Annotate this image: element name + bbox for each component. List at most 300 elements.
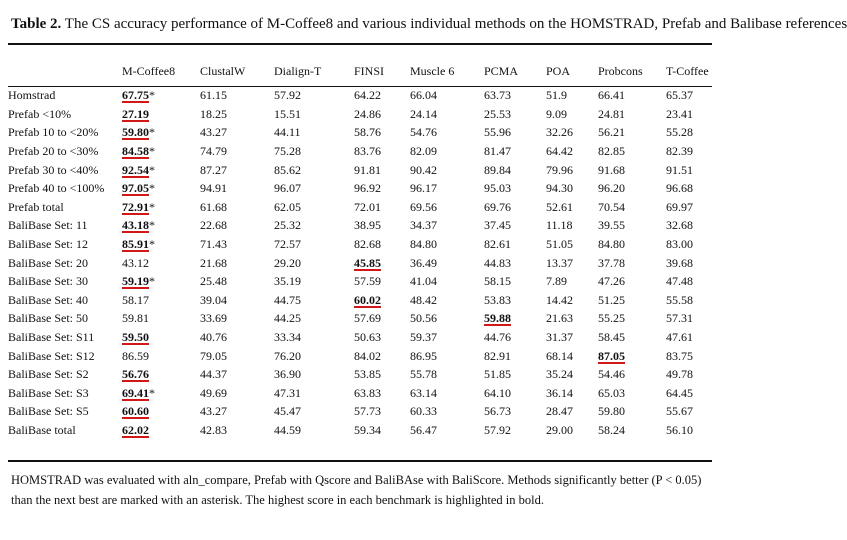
score: 28.47 [546,404,573,419]
score: 14.42 [546,292,573,307]
score: 81.47 [484,144,511,159]
table-cell [666,421,712,440]
score: 13.37 [546,255,573,270]
row-label: BaliBase Set: S2 [8,367,89,382]
score: 44.25 [274,311,301,326]
table-cell [598,179,666,198]
table-cell [666,216,712,235]
table-cell [274,309,354,328]
score: 72.57 [274,237,301,252]
score: 82.85 [598,144,625,159]
table-cell [598,346,666,365]
table-row [8,216,712,235]
table-cell [200,198,274,217]
score: 66.04 [410,88,437,103]
table-cell [354,105,410,124]
score: 24.81 [598,106,625,121]
score: 54.46 [598,367,625,382]
table-cell [274,365,354,384]
score: 65.37 [666,88,693,103]
score: 25.32 [274,218,301,233]
score: 84.80 [410,237,437,252]
table-cell [274,160,354,179]
row-label: Homstrad [8,88,56,103]
best-score: 62.02 [122,422,149,437]
score: 57.59 [354,274,381,289]
table-cell [410,86,484,105]
score: 96.17 [410,181,437,196]
score: 44.59 [274,422,301,437]
table-cell [122,346,200,365]
table-cell [484,235,546,254]
column-header: POA [546,63,571,78]
table-cell [354,253,410,272]
table-cell [122,384,200,403]
table-cell [666,328,712,347]
table-cell [122,421,200,440]
score: 9.09 [546,106,567,121]
table-cell [546,160,598,179]
table-cell [410,309,484,328]
table-cell [598,105,666,124]
table-cell [666,198,712,217]
table-cell [666,105,712,124]
score: 32.68 [666,218,693,233]
column-header: Dialign-T [274,63,322,78]
table-cell [546,291,598,310]
score: 57.73 [354,404,381,419]
score: 51.85 [484,367,511,382]
score: 57.69 [354,311,381,326]
score: 33.69 [200,311,227,326]
table-cell [354,160,410,179]
table-cell [122,328,200,347]
column-header: Muscle 6 [410,63,455,78]
score: 39.04 [200,292,227,307]
table-cell [200,216,274,235]
score: 57.92 [274,88,301,103]
score: 43.27 [200,125,227,140]
table-cell [122,402,200,421]
score: 96.07 [274,181,301,196]
table-cell [546,328,598,347]
score: 35.24 [546,367,573,382]
score: 64.10 [484,385,511,400]
table-cell [546,105,598,124]
row-label: BaliBase Set: 40 [8,292,88,307]
score: 38.95 [354,218,381,233]
score: 54.76 [410,125,437,140]
score: 84.02 [354,348,381,363]
score: 36.14 [546,385,573,400]
table-cell [598,160,666,179]
table-cell [666,179,712,198]
score: 65.03 [598,385,625,400]
score: 58.15 [484,274,511,289]
best-score: 97.05* [122,181,155,196]
row-label: BaliBase Set: S5 [8,404,89,419]
score: 51.05 [546,237,573,252]
table-cell [274,346,354,365]
table-cell [274,272,354,291]
table-cell [484,160,546,179]
table-cell [274,291,354,310]
table-cell [274,179,354,198]
table-cell [484,216,546,235]
score: 63.73 [484,88,511,103]
score: 72.01 [354,199,381,214]
score: 63.83 [354,385,381,400]
score: 49.78 [666,367,693,382]
table-cell [122,309,200,328]
table-cell [274,142,354,161]
table-cell [354,179,410,198]
table-footnote: HOMSTRAD was evaluated with aln_compare, Prefab with Qscore and BaliBAse with BaliScore. Methods significantly better (P < 0.05) than the next best are marked with an asterisk. The highest score in each benchmark is highlighted in bold. [11,473,702,507]
table-row [8,160,712,179]
table-cell [546,384,598,403]
row-label: BaliBase Set: 11 [8,218,88,233]
table-cell [410,346,484,365]
table-row [8,105,712,124]
table-cell [484,384,546,403]
table-row [8,365,712,384]
table-cell [122,365,200,384]
table-row [8,179,712,198]
best-score: 85.91* [122,237,155,252]
table-cell [200,365,274,384]
score: 82.68 [354,237,381,252]
table-row [8,198,712,217]
row-label: BaliBase Set: 12 [8,237,88,252]
table-cell [598,123,666,142]
table-cell [666,402,712,421]
table-cell [122,272,200,291]
table-cell [200,160,274,179]
score: 89.84 [484,162,511,177]
score: 21.63 [546,311,573,326]
row-label: Prefab 20 to <30% [8,144,99,159]
table-cell [666,142,712,161]
table-cell [274,235,354,254]
results-table [8,56,712,439]
table-cell [546,272,598,291]
table-row [8,272,712,291]
score: 39.68 [666,255,693,270]
table-cell [410,402,484,421]
score: 91.51 [666,162,693,177]
score: 56.73 [484,404,511,419]
table-cell [484,105,546,124]
table-cell [354,86,410,105]
table-cell [122,123,200,142]
score: 47.31 [274,385,301,400]
table-cell [546,346,598,365]
table-cell [410,253,484,272]
table-body [8,86,712,439]
score: 36.49 [410,255,437,270]
score: 47.61 [666,330,693,345]
table-cell [666,384,712,403]
score: 63.14 [410,385,437,400]
table-cell [598,86,666,105]
score: 61.68 [200,199,227,214]
score: 47.26 [598,274,625,289]
best-score: 69.41* [122,385,155,400]
table-cell [410,272,484,291]
table-cell [122,291,200,310]
score: 53.83 [484,292,511,307]
score: 33.34 [274,330,301,345]
score: 44.76 [484,330,511,345]
table-cell [274,216,354,235]
score: 18.25 [200,106,227,121]
row-label: BaliBase total [8,422,76,437]
column-header: T-Coffee [666,63,709,78]
table-cell [666,365,712,384]
table-cell [598,216,666,235]
table-cell [484,198,546,217]
table-cell [484,421,546,440]
table-cell [274,421,354,440]
table-cell [122,142,200,161]
table-cell [274,328,354,347]
score: 35.19 [274,274,301,289]
row-label: Prefab <10% [8,106,72,121]
table-cell [354,309,410,328]
table-cell [546,253,598,272]
table-cell [598,309,666,328]
table-cell [410,384,484,403]
table-cell [274,253,354,272]
table-cell [122,216,200,235]
table-cell [410,142,484,161]
score: 25.48 [200,274,227,289]
table-cell [598,402,666,421]
table-cell [200,179,274,198]
table-row [8,86,712,105]
table-row [8,309,712,328]
score: 91.81 [354,162,381,177]
top-rule [8,43,712,45]
table-cell [122,253,200,272]
score: 50.56 [410,311,437,326]
score: 45.47 [274,404,301,419]
score: 34.37 [410,218,437,233]
table-cell [410,123,484,142]
score: 52.61 [546,199,573,214]
table-cell [598,291,666,310]
table-cell [274,402,354,421]
row-label: BaliBase Set: S3 [8,385,89,400]
table-cell [666,272,712,291]
row-label: BaliBase Set: 30 [8,274,88,289]
table-title: The CS accuracy performance of M-Coffee8 and various individual methods on the HOMSTRAD, Prefab and Balibase references [64,16,847,32]
table-cell [354,365,410,384]
table-cell [122,179,200,198]
table-cell [200,105,274,124]
score: 79.05 [200,348,227,363]
score: 24.14 [410,106,437,121]
score: 62.05 [274,199,301,214]
table-row [8,253,712,272]
score: 41.04 [410,274,437,289]
table-cell [546,365,598,384]
best-score: 84.58* [122,144,155,159]
table-cell [598,253,666,272]
table-cell [354,328,410,347]
score: 55.78 [410,367,437,382]
score: 70.54 [598,199,625,214]
table-cell [122,86,200,105]
score: 55.58 [666,292,693,307]
table-cell [122,235,200,254]
score: 23.41 [666,106,693,121]
score: 29.00 [546,422,573,437]
table-cell [666,86,712,105]
table-cell [546,198,598,217]
best-score: 43.18* [122,218,155,233]
score: 64.22 [354,88,381,103]
table-cell [598,235,666,254]
row-label: Prefab 10 to <20% [8,125,99,140]
score: 82.61 [484,237,511,252]
table-row [8,123,712,142]
table-cell [274,198,354,217]
table-cell [274,86,354,105]
table-cell [546,216,598,235]
score: 91.68 [598,162,625,177]
table-cell [410,160,484,179]
score: 25.53 [484,106,511,121]
table-cell [410,179,484,198]
score: 51.25 [598,292,625,307]
score: 57.31 [666,311,693,326]
table-cell [274,123,354,142]
header-corner [8,56,122,86]
score: 7.89 [546,274,567,289]
column-header: PCMA [484,63,519,78]
table-cell [354,384,410,403]
table-cell [484,123,546,142]
table-cell [484,402,546,421]
score: 56.21 [598,125,625,140]
table-cell [598,328,666,347]
table-cell [354,123,410,142]
best-score: 59.80* [122,125,155,140]
score: 87.27 [200,162,227,177]
score: 64.45 [666,385,693,400]
score: 22.68 [200,218,227,233]
column-header: FINSI [354,63,385,78]
table-caption [11,16,847,33]
score: 82.09 [410,144,437,159]
score: 69.76 [484,199,511,214]
score: 61.15 [200,88,227,103]
table-cell [274,384,354,403]
score: 83.76 [354,144,381,159]
row-label: Prefab 30 to <40% [8,162,99,177]
score: 40.76 [200,330,227,345]
table-cell [354,402,410,421]
table-cell [354,272,410,291]
table-cell [666,235,712,254]
table-cell [200,384,274,403]
score: 29.20 [274,255,301,270]
table-cell [484,309,546,328]
score: 56.10 [666,422,693,437]
table-cell [598,384,666,403]
score: 21.68 [200,255,227,270]
score: 55.67 [666,404,693,419]
score: 43.12 [122,255,149,270]
table-row [8,402,712,421]
table-cell [666,160,712,179]
table-cell [122,105,200,124]
table-cell [200,346,274,365]
best-score: 60.60 [122,404,149,419]
score: 53.85 [354,367,381,382]
table-cell [200,253,274,272]
table-cell [354,291,410,310]
score: 39.55 [598,218,625,233]
best-score: 87.05 [598,348,625,363]
score: 55.96 [484,125,511,140]
score: 79.96 [546,162,573,177]
score: 44.83 [484,255,511,270]
table-cell [410,421,484,440]
score: 71.43 [200,237,227,252]
best-score: 45.85 [354,255,381,270]
bottom-rule [8,460,712,462]
table-row [8,235,712,254]
score: 50.63 [354,330,381,345]
score: 96.92 [354,181,381,196]
table-cell [410,235,484,254]
table-cell [598,421,666,440]
table-cell [200,309,274,328]
table-cell [200,421,274,440]
score: 32.26 [546,125,573,140]
score: 69.97 [666,199,693,214]
score: 69.56 [410,199,437,214]
table-cell [354,142,410,161]
score: 48.42 [410,292,437,307]
score: 55.25 [598,311,625,326]
table-row [8,421,712,440]
score: 68.14 [546,348,573,363]
table-cell [666,346,712,365]
table-cell [546,142,598,161]
header-row [8,56,712,86]
score: 15.51 [274,106,301,121]
score: 84.80 [598,237,625,252]
table-cell [484,253,546,272]
table-cell [354,421,410,440]
table-cell [546,402,598,421]
score: 66.41 [598,88,625,103]
table-cell [200,142,274,161]
score: 86.59 [122,348,149,363]
score: 51.9 [546,88,567,103]
row-label: BaliBase Set: S11 [8,330,95,345]
row-label: BaliBase Set: S12 [8,348,95,363]
table-cell [666,253,712,272]
score: 42.83 [200,422,227,437]
table-cell [484,346,546,365]
score: 64.42 [546,144,573,159]
score: 59.34 [354,422,381,437]
score: 44.11 [274,125,301,140]
